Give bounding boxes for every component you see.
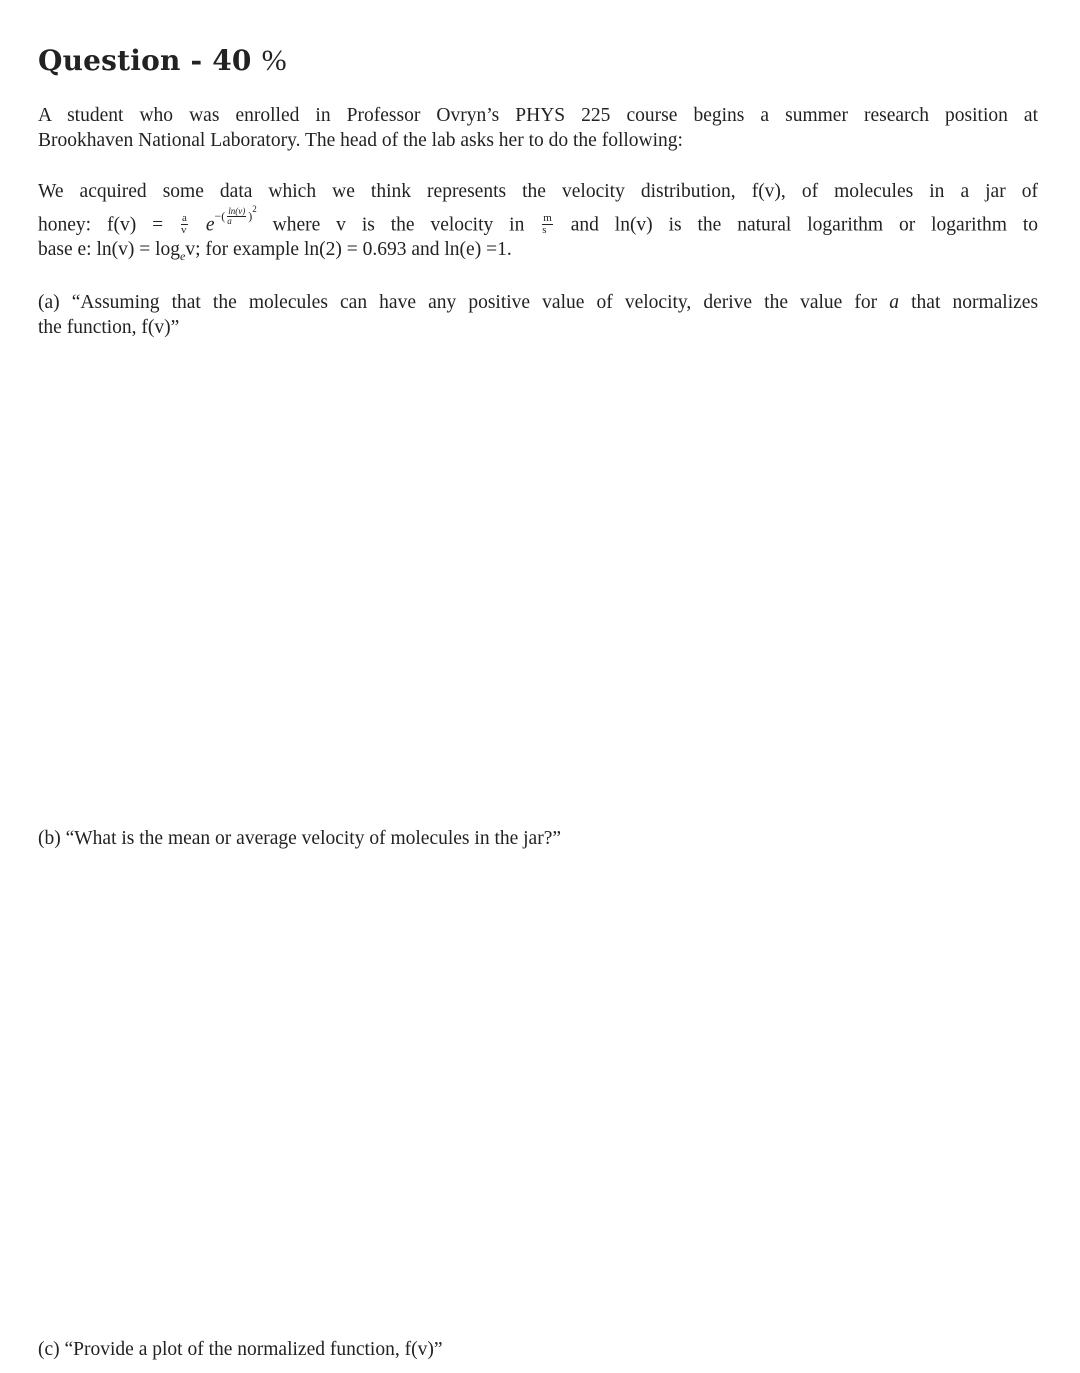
exponent — [214, 204, 257, 226]
question-b — [38, 826, 1038, 851]
unit-numerator: m — [543, 211, 552, 224]
fraction-a-over-v — [181, 213, 188, 236]
question-c — [38, 1337, 1038, 1362]
unit-fraction — [542, 213, 553, 236]
formula-prefix: honey: f(v) = — [38, 214, 164, 236]
log-base-subscript: e — [180, 248, 186, 263]
question-a-variable: a — [889, 292, 900, 313]
intro-line-1: A student who was enrolled in Professor Ovryn’s PHYS 225 course begins a summer research position at — [38, 105, 1038, 126]
fraction-a-numerator: a — [182, 211, 187, 224]
velocity-text: where v is the velocity in — [272, 214, 525, 236]
exponent-denominator: a — [227, 215, 232, 226]
exponent-fraction — [227, 207, 246, 226]
data-paragraph — [38, 179, 1038, 268]
question-a-text-post: that normalizes — [911, 292, 1039, 313]
exponent-power: 2 — [252, 204, 257, 214]
question-a-text-pre: (a) “Assuming that the molecules can have any positive value of velocity, derive the value for — [38, 292, 878, 313]
intro-line-2: Brookhaven National Laboratory. The head of the lab asks her to do the following: — [38, 130, 683, 151]
log-base-prefix: base e: ln(v) = log — [38, 238, 181, 260]
fraction-a-denominator: v — [181, 223, 187, 236]
question-title-percent: % — [261, 44, 287, 77]
question-a-line-2: the function, f(v)” — [38, 317, 180, 338]
question-title — [38, 44, 287, 78]
exponent-numerator: ln(v) — [228, 205, 246, 216]
exponent-close: ) — [248, 209, 253, 223]
exponent-open: −( — [214, 209, 226, 223]
question-b-text: (b) “What is the mean or average velocity of molecules in the jar?” — [38, 828, 562, 849]
intro-paragraph — [38, 103, 1038, 153]
question-c-text: (c) “Provide a plot of the normalized function, f(v)” — [38, 1339, 443, 1360]
logarithm-text: and ln(v) is the natural logarithm or logarithm to — [570, 214, 1039, 236]
log-example-text: v; for example ln(2) = 0.693 and ln(e) =1. — [185, 238, 512, 260]
question-a-line-1 — [38, 290, 1038, 315]
question-title-text: Question - 40 — [38, 44, 252, 77]
question-a — [38, 290, 1038, 340]
euler-e: e — [205, 214, 215, 236]
unit-denominator: s — [542, 223, 547, 236]
data-line-1: We acquired some data which we think represents the velocity distribution, f(v), of molecules in a jar of — [38, 181, 1038, 202]
